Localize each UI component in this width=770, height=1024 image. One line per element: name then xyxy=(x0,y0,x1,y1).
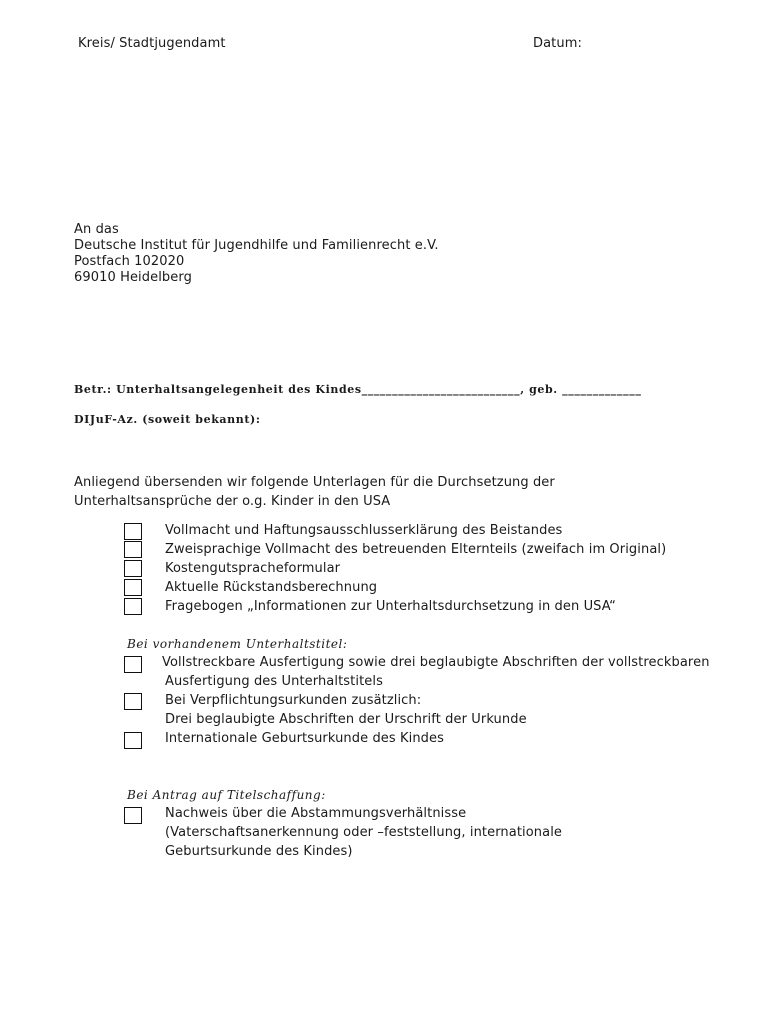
section-item: Ausfertigung des Unterhaltstitels xyxy=(165,674,383,689)
section-item: Vollstreckbare Ausfertigung sowie drei beglaubigte Abschriften der vollstreckbaren xyxy=(162,655,710,670)
intro-text xyxy=(74,473,555,511)
authority-label: Kreis/ Stadtjugendamt xyxy=(78,36,226,51)
address-line: Deutsche Institut für Jugendhilfe und Familienrecht e.V. xyxy=(74,238,439,253)
section-item: Internationale Geburtsurkunde des Kindes xyxy=(165,731,445,746)
document-item: Fragebogen „Informationen zur Unterhaltsdurchsetzung in den USA“ xyxy=(165,599,616,614)
intro-line: Unterhaltsansprüche der o.g. Kinder in den USA xyxy=(74,494,391,509)
subject-line: Betr.: Unterhaltsangelegenheit des Kindes__________________________, geb. _____________ xyxy=(74,383,642,396)
address-line: An das xyxy=(74,222,119,237)
section-item: Bei Verpflichtungsurkunden zusätzlich: xyxy=(165,693,422,708)
section-title-existing: Bei vorhandenem Unterhaltstitel: xyxy=(127,637,348,651)
reference-line: DIJuF-Az. (soweit bekannt): xyxy=(74,413,261,426)
section-item: Nachweis über die Abstammungsverhältnisse xyxy=(165,806,467,821)
address-line: Postfach 102020 xyxy=(74,254,185,269)
document-item: Kostengutspracheformular xyxy=(165,561,341,576)
checkbox-verpflichtungsurkunden[interactable] xyxy=(124,693,142,710)
section-title-creation: Bei Antrag auf Titelschaffung: xyxy=(127,788,326,802)
document-item: Zweisprachige Vollmacht des betreuenden Elternteils (zweifach im Original) xyxy=(165,542,667,557)
checkbox-vollmacht-beistand[interactable] xyxy=(124,523,142,540)
recipient-address xyxy=(74,222,439,286)
section-item: Drei beglaubigte Abschriften der Urschrift der Urkunde xyxy=(165,712,527,727)
checkbox-abstammungsnachweis[interactable] xyxy=(124,807,142,824)
checkbox-kostengutsprache[interactable] xyxy=(124,560,142,577)
checkbox-vollstreckbare-ausfertigung[interactable] xyxy=(124,656,142,673)
section-item: Geburtsurkunde des Kindes) xyxy=(165,844,353,859)
address-line: 69010 Heidelberg xyxy=(74,270,192,285)
document-item: Vollmacht und Haftungsausschlusserklärung des Beistandes xyxy=(165,523,563,538)
checkbox-rueckstandsberechnung[interactable] xyxy=(124,579,142,596)
intro-line: Anliegend übersenden wir folgende Unterlagen für die Durchsetzung der xyxy=(74,475,555,490)
checkbox-vollmacht-elternteil[interactable] xyxy=(124,541,142,558)
date-label: Datum: xyxy=(533,36,582,51)
section-item: (Vaterschaftsanerkennung oder –feststellung, internationale xyxy=(165,825,563,840)
checkbox-geburtsurkunde[interactable] xyxy=(124,732,142,749)
checkbox-fragebogen[interactable] xyxy=(124,598,142,615)
document-item: Aktuelle Rückstandsberechnung xyxy=(165,580,378,595)
